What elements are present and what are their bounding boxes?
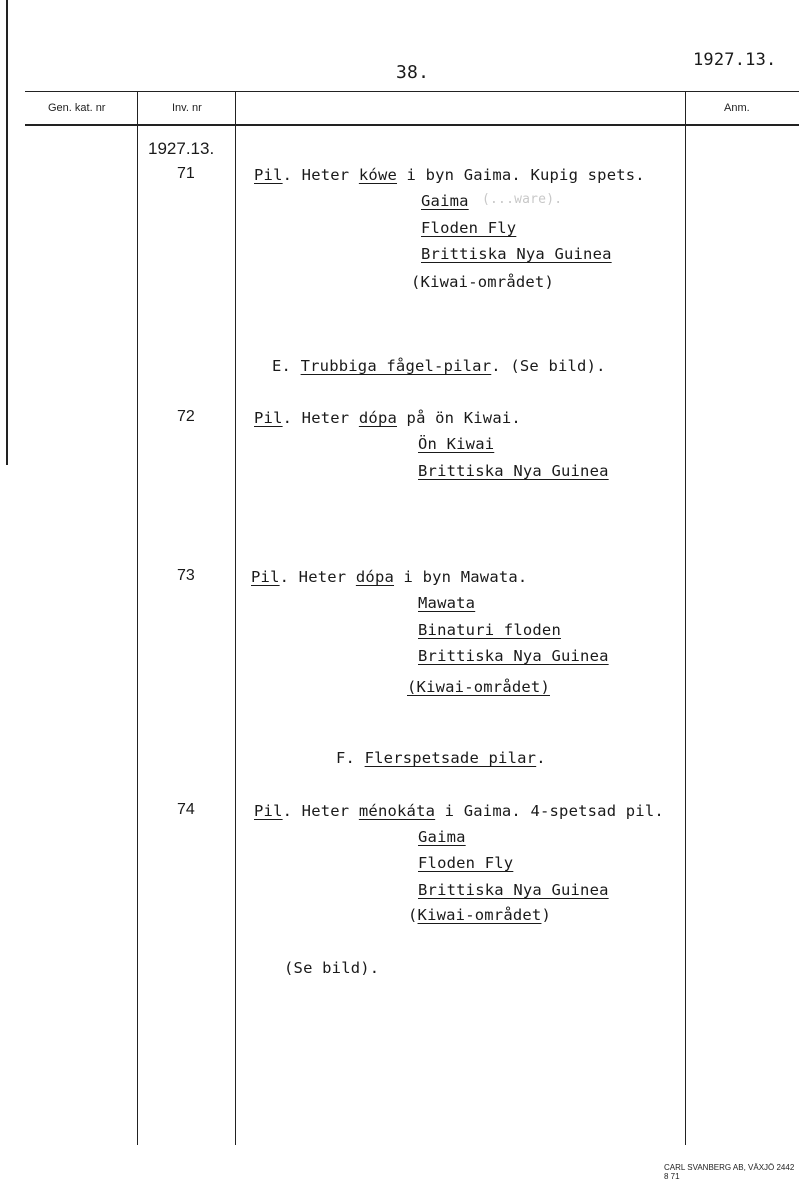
table-header-rule <box>25 124 799 126</box>
entry-73-place-3: Brittiska Nya Guinea <box>418 647 609 665</box>
column-divider-1 <box>137 91 138 1145</box>
entry-72-native-name: dópa <box>358 409 398 427</box>
entry-74-native-name: ménokáta <box>358 802 436 820</box>
column-divider-3 <box>685 91 686 1145</box>
entry-71-faded-note: (...ware). <box>482 192 563 207</box>
entry-73-description: Pil. Heter dópa i byn Mawata. <box>251 568 528 586</box>
page-number: 38. <box>396 62 430 83</box>
entry-74-place-1: Gaima <box>418 828 466 846</box>
section-f-heading: F. Flerspetsade pilar. <box>336 749 546 767</box>
entry-71-region: (Kiwai-området) <box>411 273 554 291</box>
entry-71-type: Pil <box>254 166 283 184</box>
inv-number-71: 71 <box>177 165 195 182</box>
binding-line <box>6 0 8 465</box>
entry-72-description: Pil. Heter dópa på ön Kiwai. <box>254 409 521 427</box>
section-f-title: Flerspetsade pilar <box>364 749 537 767</box>
header-inv-nr: Inv. nr <box>172 102 202 114</box>
entry-71-description: Pil. Heter kówe i byn Gaima. Kupig spets. <box>254 166 645 184</box>
inv-prefix: 1927.13. <box>148 139 215 158</box>
entry-73-region: (Kiwai-området) <box>407 678 550 696</box>
section-e-title: Trubbiga fågel-pilar <box>300 357 492 375</box>
entry-71-place-3: Brittiska Nya Guinea <box>421 245 612 263</box>
entry-73-type: Pil <box>251 568 280 586</box>
table-top-rule <box>25 91 799 92</box>
entry-71-place-1: Gaima <box>421 192 469 210</box>
inv-number-72: 72 <box>177 408 195 425</box>
printer-mark: CARL SVANBERG AB, VÄXJÖ 2442 8 71 <box>664 1163 795 1181</box>
inv-number-73: 73 <box>177 567 195 584</box>
header-gen-kat-nr: Gen. kat. nr <box>48 102 106 114</box>
inv-number-74: 74 <box>177 801 195 818</box>
entry-74-region: (Kiwai-området) <box>408 906 552 924</box>
entry-73-place-2: Binaturi floden <box>418 621 561 639</box>
top-right-reference: 1927.13. <box>693 50 777 70</box>
entry-74-note: (Se bild). <box>284 959 380 977</box>
entry-72-place-1: Ön Kiwai <box>418 435 495 453</box>
entry-73-place-1: Mawata <box>418 594 476 612</box>
entry-73-native-name: dópa <box>355 568 395 586</box>
entry-74-place-2: Floden Fly <box>418 854 514 872</box>
header-anm: Anm. <box>724 102 750 114</box>
section-e-heading: E. Trubbiga fågel-pilar. (Se bild). <box>272 357 606 375</box>
entry-74-type: Pil <box>254 802 283 820</box>
entry-71-place-2: Floden Fly <box>421 219 517 237</box>
entry-71-native-name: kówe <box>358 166 398 184</box>
entry-74-place-3: Brittiska Nya Guinea <box>418 881 609 899</box>
entry-72-place-2: Brittiska Nya Guinea <box>418 462 609 480</box>
entry-72-type: Pil <box>254 409 283 427</box>
column-divider-2 <box>235 91 236 1145</box>
entry-74-description: Pil. Heter ménokáta i Gaima. 4-spetsad pil. <box>254 802 664 820</box>
